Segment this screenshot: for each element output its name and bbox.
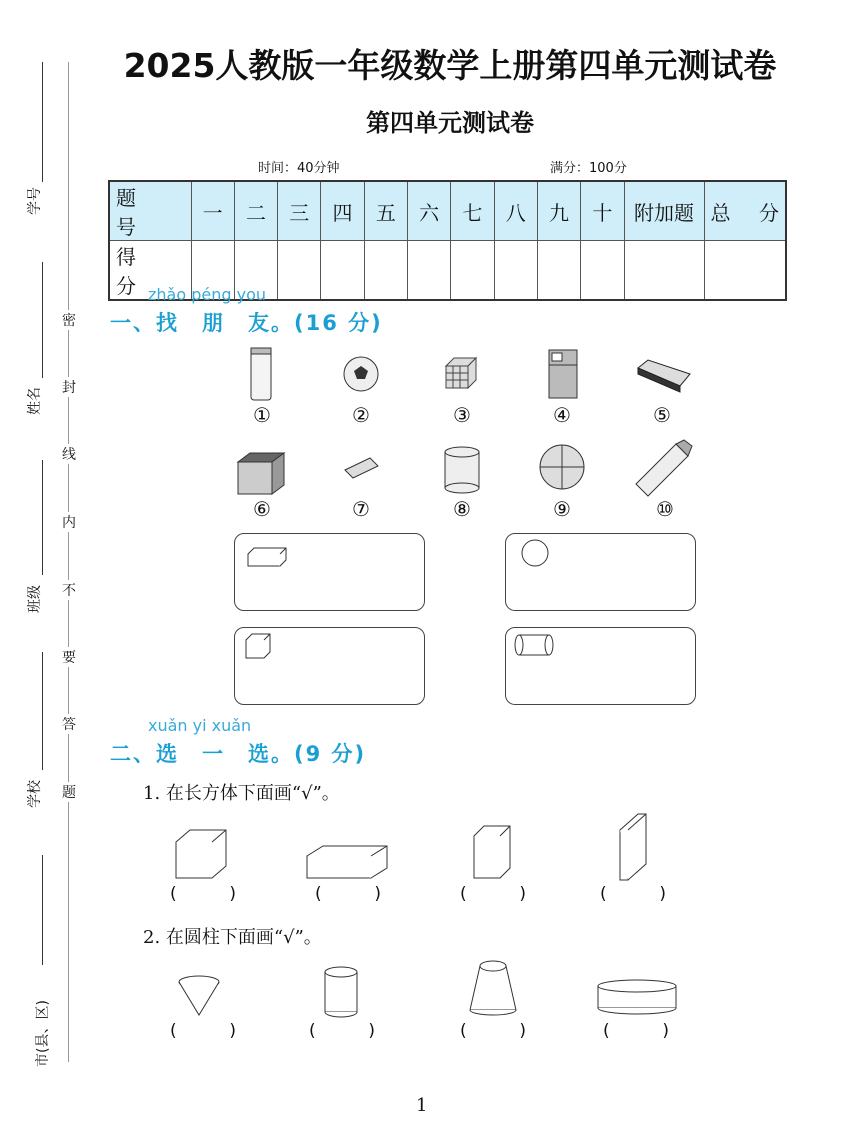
soccer-ball-icon [344,357,378,391]
paren-close: ) [519,884,526,904]
box-icon [238,453,284,494]
answer-paren[interactable] [170,884,236,904]
section2-pinyin: xuǎn yi xuǎn [148,716,252,735]
header-cell: 题 号 [109,181,191,241]
rubiks-cube-icon [446,358,476,388]
paren-open: ( [460,1021,467,1041]
paren-close: ) [374,884,381,904]
cuboid-option [307,846,387,878]
flat-cylinder-option [598,980,676,1014]
paren-open: ( [603,1021,610,1041]
answer-paren[interactable] [309,1021,375,1041]
item-number: ② [352,403,370,427]
seal-char: 内 [60,512,78,532]
seal-char: 密 [60,310,78,330]
laptop-box-icon [638,360,690,392]
full-score: 满分：100分 [550,161,627,176]
item-number: ⑤ [653,403,671,427]
section1-pinyin: zhǎo péng you [148,285,266,304]
item-number: ⑥ [253,497,271,521]
answer-paren[interactable] [600,884,666,904]
question-2: 2. 在圆柱下面画“√”。 [143,927,322,948]
header-cell: 二 [234,181,277,241]
header-cell: 九 [537,181,580,241]
section2-heading: 二、选 一 选。(9 分) [110,742,367,766]
answer-box-cube[interactable] [234,627,425,705]
subtitle: 第四单元测试卷 [366,109,534,137]
item-number: ⑩ [656,497,674,521]
cylinder-can-icon [445,447,479,493]
bottle-icon [251,348,271,400]
field-name: 姓名 [27,387,43,415]
item-number: ⑦ [352,497,370,521]
header-cell: 七 [451,181,494,241]
header-cell: 一 [191,181,234,241]
item-number: ① [253,403,271,427]
paren-open: ( [315,884,322,904]
seal-char: 题 [60,782,78,802]
field-student-id: 学号 [27,187,43,215]
paren-close: ) [659,884,666,904]
paren-close: ) [229,884,236,904]
answer-paren[interactable] [603,1021,669,1041]
header-cell: 六 [407,181,450,241]
field-city: 市(县、区) [35,1000,51,1067]
paren-close: ) [368,1021,375,1041]
field-class: 班级 [27,585,43,613]
cube-option [176,830,226,878]
basketball-icon [540,445,584,489]
paren-open: ( [600,884,607,904]
seal-char: 要 [60,647,78,667]
paren-close: ) [229,1021,236,1041]
answer-paren[interactable] [460,884,526,904]
section1-heading: 一、找 朋 友。(16 分) [110,311,383,335]
thin-cuboid-option [620,814,646,880]
header-cell: 五 [364,181,407,241]
header-cell: 四 [321,181,364,241]
cylinder-option [325,967,357,1017]
header-cell: 三 [278,181,321,241]
paren-open: ( [309,1021,316,1041]
eraser-icon [345,458,378,478]
page-number: 1 [416,1095,428,1116]
time-limit: 时间：40分钟 [258,161,340,176]
glue-stick-icon [636,440,692,496]
answer-box-cylinder[interactable] [505,627,696,705]
paren-open: ( [460,884,467,904]
seal-char: 不 [60,580,78,600]
item-number: ④ [553,403,571,427]
header-cell: 八 [494,181,537,241]
header-cell: 总 分 [704,181,786,241]
paren-open: ( [170,884,177,904]
item-number: ⑨ [553,497,571,521]
header-cell: 十 [581,181,624,241]
answer-paren[interactable] [460,1021,526,1041]
row-label: 得 分 [109,241,191,301]
answer-paren[interactable] [170,1021,236,1041]
answer-paren[interactable] [315,884,381,904]
seal-char: 线 [60,444,78,464]
frustum-option [470,961,516,1015]
item-number: ⑧ [453,497,471,521]
question-1: 1. 在长方体下面画“√”。 [143,783,340,804]
paren-close: ) [662,1021,669,1041]
page-title: 2025人教版一年级数学上册第四单元测试卷 [123,46,777,85]
cone-option [179,976,219,1015]
seal-char: 封 [60,377,78,397]
tall-cuboid-option [474,826,510,878]
item-number: ③ [453,403,471,427]
answer-box-sphere[interactable] [505,533,696,611]
refrigerator-icon [549,350,577,398]
field-school: 学校 [27,780,43,808]
paren-open: ( [170,1021,177,1041]
answer-box-cuboid[interactable] [234,533,425,611]
header-cell: 附加题 [624,181,704,241]
seal-char: 答 [60,714,78,734]
paren-close: ) [519,1021,526,1041]
